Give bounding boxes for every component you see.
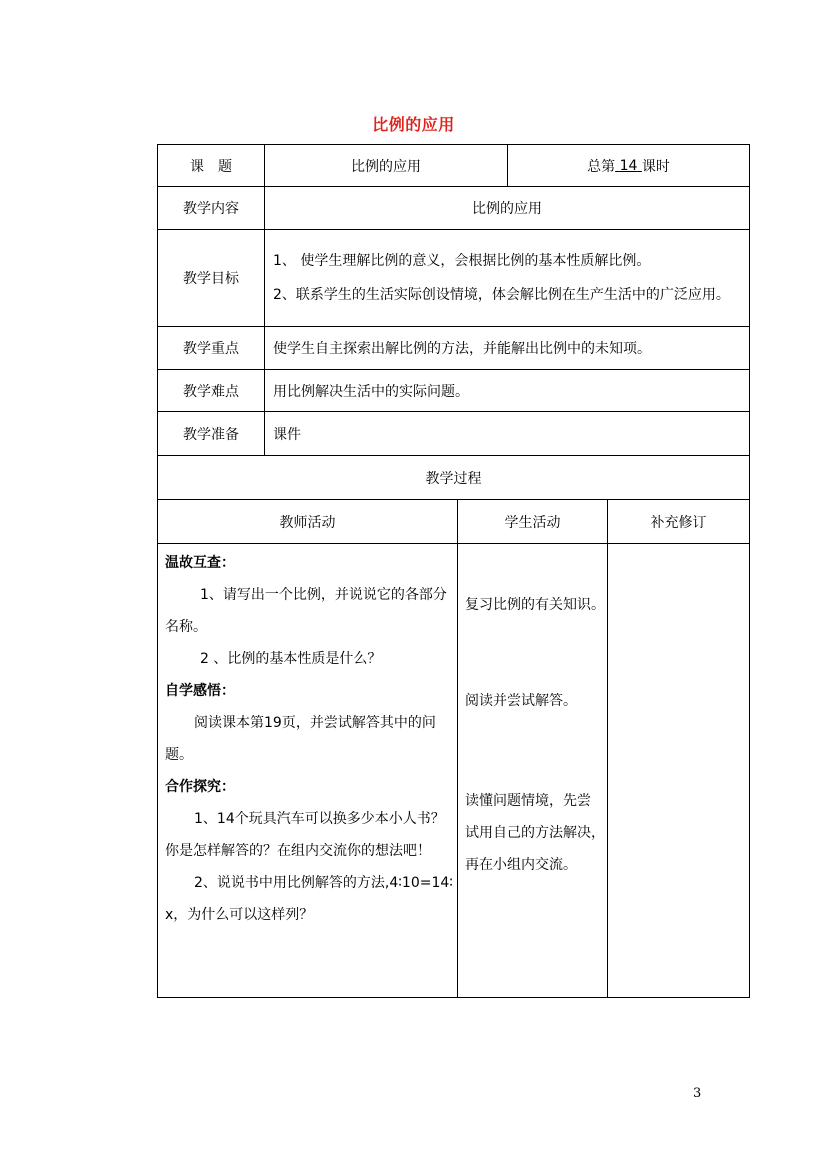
- key-points-value: 使学生自主探索出解比例的方法，并能解出比例中的未知项。: [273, 341, 651, 357]
- content-label: 教学内容: [158, 187, 265, 229]
- preparation-label: 教学准备: [158, 412, 265, 455]
- period-suffix: 课时: [641, 158, 670, 175]
- goal-item: 2、联系学生的生活实际创设情境，体会解比例在生产生活中的广泛应用。: [273, 287, 730, 303]
- row-process-heading: [158, 456, 749, 500]
- teacher-line: 2 、比例的基本性质是什么？: [200, 651, 382, 667]
- column-student: 学生活动: [458, 500, 608, 543]
- goal-item: 1、 使学生理解比例的意义，会根据比例的基本性质解比例。: [273, 253, 651, 269]
- document-title: 比例的应用: [372, 115, 455, 134]
- preparation-value: 课件: [273, 426, 301, 443]
- lesson-plan-table: [157, 144, 750, 998]
- difficulties-value: 用比例解决生活中的实际问题。: [273, 383, 469, 400]
- student-line: 读懂问题情境，先尝: [465, 793, 591, 809]
- column-teacher: 教师活动: [158, 500, 458, 543]
- row-key-points: [158, 327, 749, 370]
- student-line: 阅读并尝试解答。: [465, 693, 577, 709]
- period-cell: [508, 145, 749, 186]
- section-heading: 自学感悟：: [165, 683, 235, 699]
- student-activities: [458, 544, 608, 997]
- student-line: 试用自己的方法解决，: [465, 825, 605, 841]
- content-value: 比例的应用: [472, 201, 542, 217]
- teacher-line: 你是怎样解答的？在组内交流你的想法吧！: [165, 843, 431, 859]
- goals-list: [265, 230, 749, 326]
- topic-value: 比例的应用: [265, 145, 508, 186]
- revision-notes: [608, 544, 749, 997]
- teacher-line: 2、说说书中用比例解答的方法,4∶10=14∶: [194, 875, 453, 891]
- row-process-columns: [158, 500, 749, 544]
- teacher-line: x，为什么可以这样列？: [165, 907, 314, 923]
- row-difficulties: [158, 370, 749, 412]
- page-number: 3: [693, 1086, 702, 1101]
- goals-label: 教学目标: [158, 230, 265, 326]
- student-line: 复习比例的有关知识。: [465, 597, 605, 613]
- section-heading: 温故互查：: [165, 555, 235, 571]
- teacher-line: 1、14个玩具汽车可以换多少本小人书？: [194, 811, 445, 827]
- row-process-body: [158, 544, 749, 997]
- teacher-line: 1、请写出一个比例，并说说它的各部分: [200, 587, 447, 603]
- key-points-label: 教学重点: [158, 327, 265, 369]
- difficulties-label: 教学难点: [158, 370, 265, 411]
- period-prefix: 总第: [587, 158, 616, 175]
- student-line: 再在小组内交流。: [465, 857, 577, 873]
- teacher-line: 名称。: [165, 619, 207, 635]
- topic-label: 课 题: [158, 145, 265, 186]
- process-heading: 教学过程: [425, 470, 482, 487]
- column-revision: 补充修订: [650, 514, 707, 531]
- period-number: 14: [619, 157, 638, 174]
- teacher-line: 题。: [165, 747, 193, 763]
- row-content: [158, 187, 749, 230]
- row-goals: [158, 230, 749, 327]
- teacher-line: 阅读课本第19页，并尝试解答其中的问: [194, 715, 436, 731]
- section-heading: 合作探究：: [165, 779, 235, 795]
- row-preparation: [158, 412, 749, 456]
- teacher-activities: [158, 544, 458, 997]
- row-topic: [158, 145, 749, 187]
